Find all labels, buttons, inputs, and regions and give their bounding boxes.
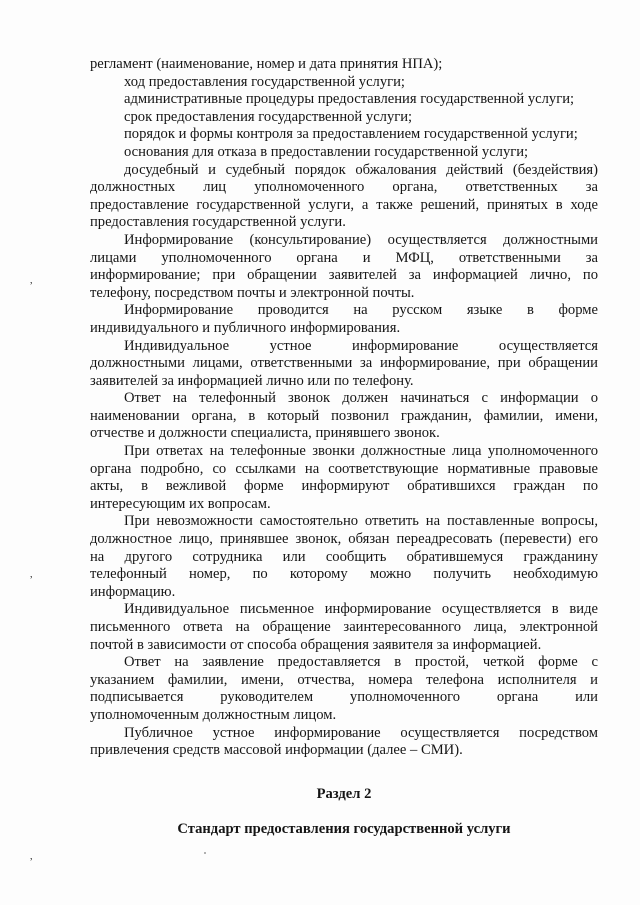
text-line: почтой в зависимости от способа обращения заявителя за информацией. [90, 636, 542, 653]
text-line: подписывается руководителем уполномоченного органа или [90, 689, 598, 706]
text-line: указанием фамилии, имени, отчества, номера телефона исполнителя и [90, 671, 598, 688]
scan-mark: , [30, 851, 33, 862]
text-line: привлечения средств массовой информации (далее – СМИ). [90, 742, 463, 759]
scan-mark: , [30, 275, 33, 286]
text-line: При невозможности самостоятельно ответить на поставленные вопросы, [124, 513, 598, 530]
text-line: Информирование проводится на русском языке в форме [124, 302, 598, 319]
text-line: должностными лицами, ответственными за информирование, при обращении [90, 355, 598, 372]
text-line: предоставления государственной услуги. [90, 214, 346, 231]
text-line: Информирование (консультирование) осуществляется должностными [124, 231, 598, 248]
text-line: Ответ на заявление предоставляется в простой, четкой форме с [124, 654, 598, 671]
text-line: отчестве и должности специалиста, принявшего звонок. [90, 425, 440, 442]
scan-dot [204, 852, 206, 854]
text-line: предоставление государственной услуги, а также решений, принятых в ходе [90, 196, 598, 213]
text-line: Ответ на телефонный звонок должен начинаться с информации о [124, 390, 598, 407]
text-line: должностное лицо, принявшее звонок, обязан переадресовать (перевести) его [90, 531, 598, 548]
text-line: на другого сотрудника или сообщить обратившемуся гражданину [90, 548, 598, 565]
text-line: При ответах на телефонные звонки должностные лица уполномоченного [124, 443, 598, 460]
text-line: досудебный и судебный порядок обжалования действий (бездействия) [124, 161, 598, 178]
text-line: интересующим их вопросам. [90, 495, 271, 512]
text-line: информацию. [90, 583, 176, 600]
text-line: телефону, посредством почты и электронной почты. [90, 284, 415, 301]
text-line: должностных лиц уполномоченного органа, ответственных за [90, 179, 598, 196]
text-line: органа подробно, со ссылками на соответствующие нормативные правовые [90, 460, 598, 477]
document-body [90, 56, 598, 839]
text-line: Публичное устное информирование осуществляется посредством [124, 724, 598, 741]
text-line: индивидуального и публичного информирования. [90, 319, 401, 336]
text-line: уполномоченным должностным лицом. [90, 706, 337, 723]
text-line: письменного ответа на обращение заинтересованного лица, электронной [90, 619, 598, 635]
text-line: акты, в вежливой форме информируют обратившихся граждан по [90, 478, 598, 495]
section-number: Раздел 2 [316, 785, 372, 802]
text-line: ход предоставления государственной услуги; [124, 73, 405, 90]
text-line: регламент (наименование, номер и дата принятия НПА); [90, 56, 443, 72]
text-line: Индивидуальное устное информирование осуществляется [124, 337, 598, 354]
text-line: лицами уполномоченного органа и МФЦ, ответственными за [90, 249, 598, 266]
text-line: срок предоставления государственной услуги; [124, 108, 413, 125]
text-line: телефонный номер, по которому можно получить необходимую [90, 566, 598, 583]
scan-mark: , [30, 569, 33, 580]
text-line: наименовании органа, в который позвонил гражданин, фамилии, имени, [90, 407, 598, 424]
text-line: Индивидуальное письменное информирование осуществляется в виде [124, 601, 598, 618]
section-title: Стандарт предоставления государственной услуги [177, 821, 511, 838]
text-line: информирование; при обращении заявителей за информацией лично, по [90, 267, 598, 284]
text-line: заявителей за информацией лично или по телефону. [90, 372, 414, 389]
text-line: административные процедуры предоставления государственной услуги; [124, 91, 575, 108]
text-line: основания для отказа в предоставлении государственной услуги; [124, 143, 529, 160]
text-line: порядок и формы контроля за предоставлением государственной услуги; [124, 126, 578, 143]
